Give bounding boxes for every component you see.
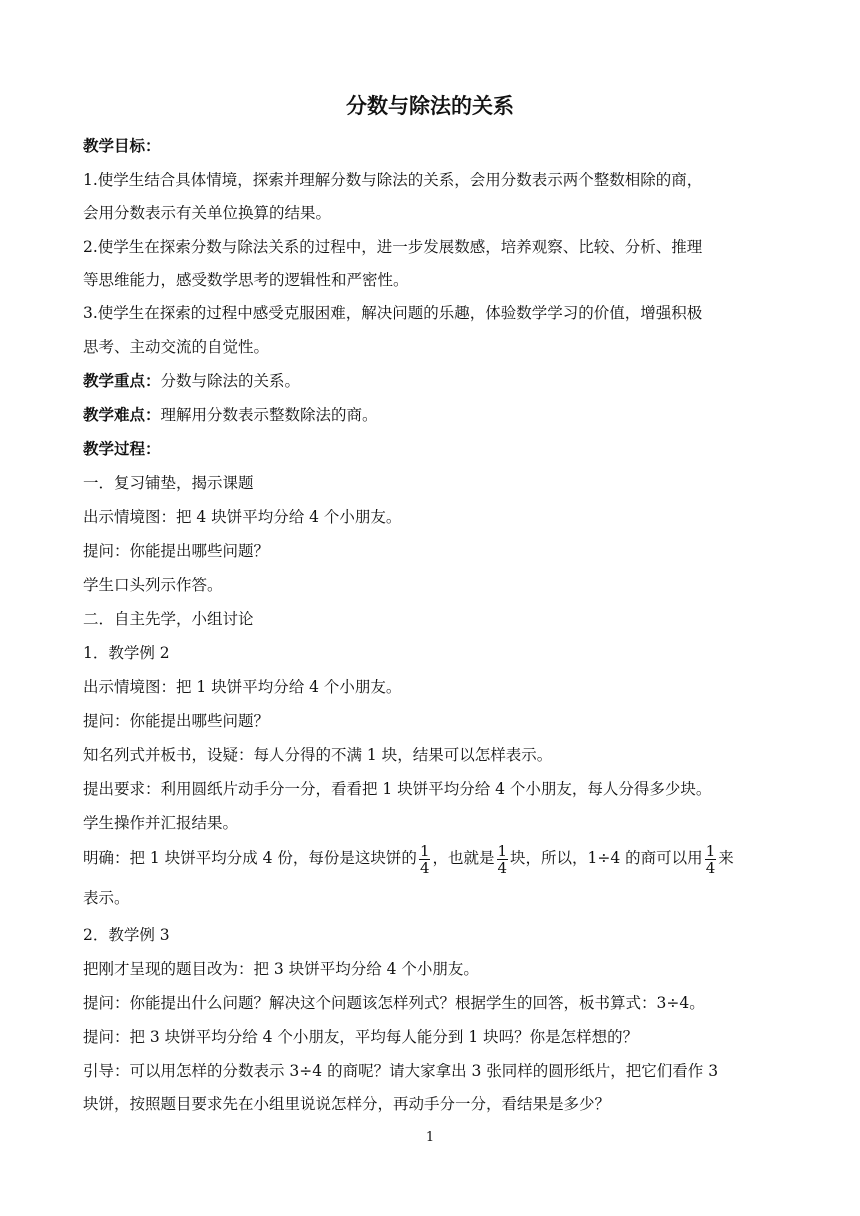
key-point-text: 分数与除法的关系。	[160, 372, 301, 390]
fraction-denominator: 4	[497, 858, 508, 877]
page-title: 分数与除法的关系	[346, 94, 514, 118]
clarification-text: 块，所以，1÷4 的商可以用	[510, 849, 703, 867]
clarification-text: 来	[718, 849, 734, 867]
paragraph: 提出要求：利用圆纸片动手分一分，看看把 1 块饼平均分给 4 个小朋友，每人分得多少块。	[83, 780, 712, 798]
objective-1-line-1: 1.使学生结合具体情境，探索并理解分数与除法的关系，会用分数表示两个整数相除的商，	[83, 171, 703, 189]
process-heading: 教学过程：	[83, 440, 161, 458]
section-1-heading: 一．复习铺垫，揭示课题	[83, 474, 254, 492]
objectives-heading: 教学目标：	[83, 137, 161, 155]
difficulty-text: 理解用分数表示整数除法的商。	[160, 406, 378, 424]
paragraph: 引导：可以用怎样的分数表示 3÷4 的商呢？请大家拿出 3 张同样的圆形纸片，把它们看作 3	[83, 1062, 719, 1080]
paragraph: 知名列式并板书，设疑：每人分得的不满 1 块，结果可以怎样表示。	[83, 746, 553, 764]
page-number: 1	[425, 1130, 435, 1145]
clarification-line	[83, 841, 783, 876]
fraction	[497, 843, 509, 876]
paragraph: 学生操作并汇报结果。	[83, 814, 239, 832]
fraction	[419, 843, 431, 876]
fraction	[705, 843, 717, 876]
paragraph: 出示情境图：把 4 块饼平均分给 4 个小朋友。	[83, 508, 402, 526]
paragraph: 提问：把 3 块饼平均分给 4 个小朋友，平均每人能分到 1 块吗？你是怎样想的？	[83, 1028, 639, 1046]
key-point-line	[83, 371, 783, 391]
paragraph: 提问：你能提出什么问题？解决这个问题该怎样列式？根据学生的回答，板书算式：3÷4。	[83, 994, 705, 1012]
difficulty-line	[83, 405, 783, 425]
fraction-denominator: 4	[419, 858, 430, 877]
paragraph: 提问：你能提出哪些问题？	[83, 712, 270, 730]
fraction-numerator: 1	[419, 841, 430, 860]
paragraph: 把刚才呈现的题目改为：把 3 块饼平均分给 4 个小朋友。	[83, 960, 479, 978]
paragraph: 学生口头列示作答。	[83, 576, 223, 594]
objective-2-line-2: 等思维能力，感受数学思考的逻辑性和严密性。	[83, 271, 409, 289]
objective-2-line-1: 2.使学生在探索分数与除法关系的过程中，进一步发展数感，培养观察、比较、分析、推理	[83, 238, 703, 256]
clarification-line-2: 表示。	[83, 889, 130, 907]
example-2-heading: 1．教学例 2	[83, 644, 170, 662]
objective-1-line-2: 会用分数表示有关单位换算的结果。	[83, 204, 332, 222]
objective-3-line-2: 思考、主动交流的自觉性。	[83, 338, 270, 356]
clarification-text: ，也就是	[432, 849, 495, 867]
example-3-heading: 2．教学例 3	[83, 926, 170, 944]
paragraph: 块饼，按照题目要求先在小组里说说怎样分，再动手分一分，看结果是多少？	[83, 1095, 611, 1113]
fraction-numerator: 1	[497, 841, 508, 860]
objective-3-line-1: 3.使学生在探索的过程中感受克服困难，解决问题的乐趣，体验数学学习的价值，增强积极	[83, 304, 703, 322]
key-point-label: 教学重点：	[83, 372, 161, 390]
fraction-numerator: 1	[705, 841, 716, 860]
paragraph: 出示情境图：把 1 块饼平均分给 4 个小朋友。	[83, 678, 402, 696]
clarification-text: 明确：把 1 块饼平均分成 4 份，每份是这块饼的	[83, 849, 417, 867]
section-2-heading: 二．自主先学，小组讨论	[83, 610, 254, 628]
fraction-denominator: 4	[705, 858, 716, 877]
paragraph: 提问：你能提出哪些问题？	[83, 542, 270, 560]
difficulty-label: 教学难点：	[83, 406, 161, 424]
